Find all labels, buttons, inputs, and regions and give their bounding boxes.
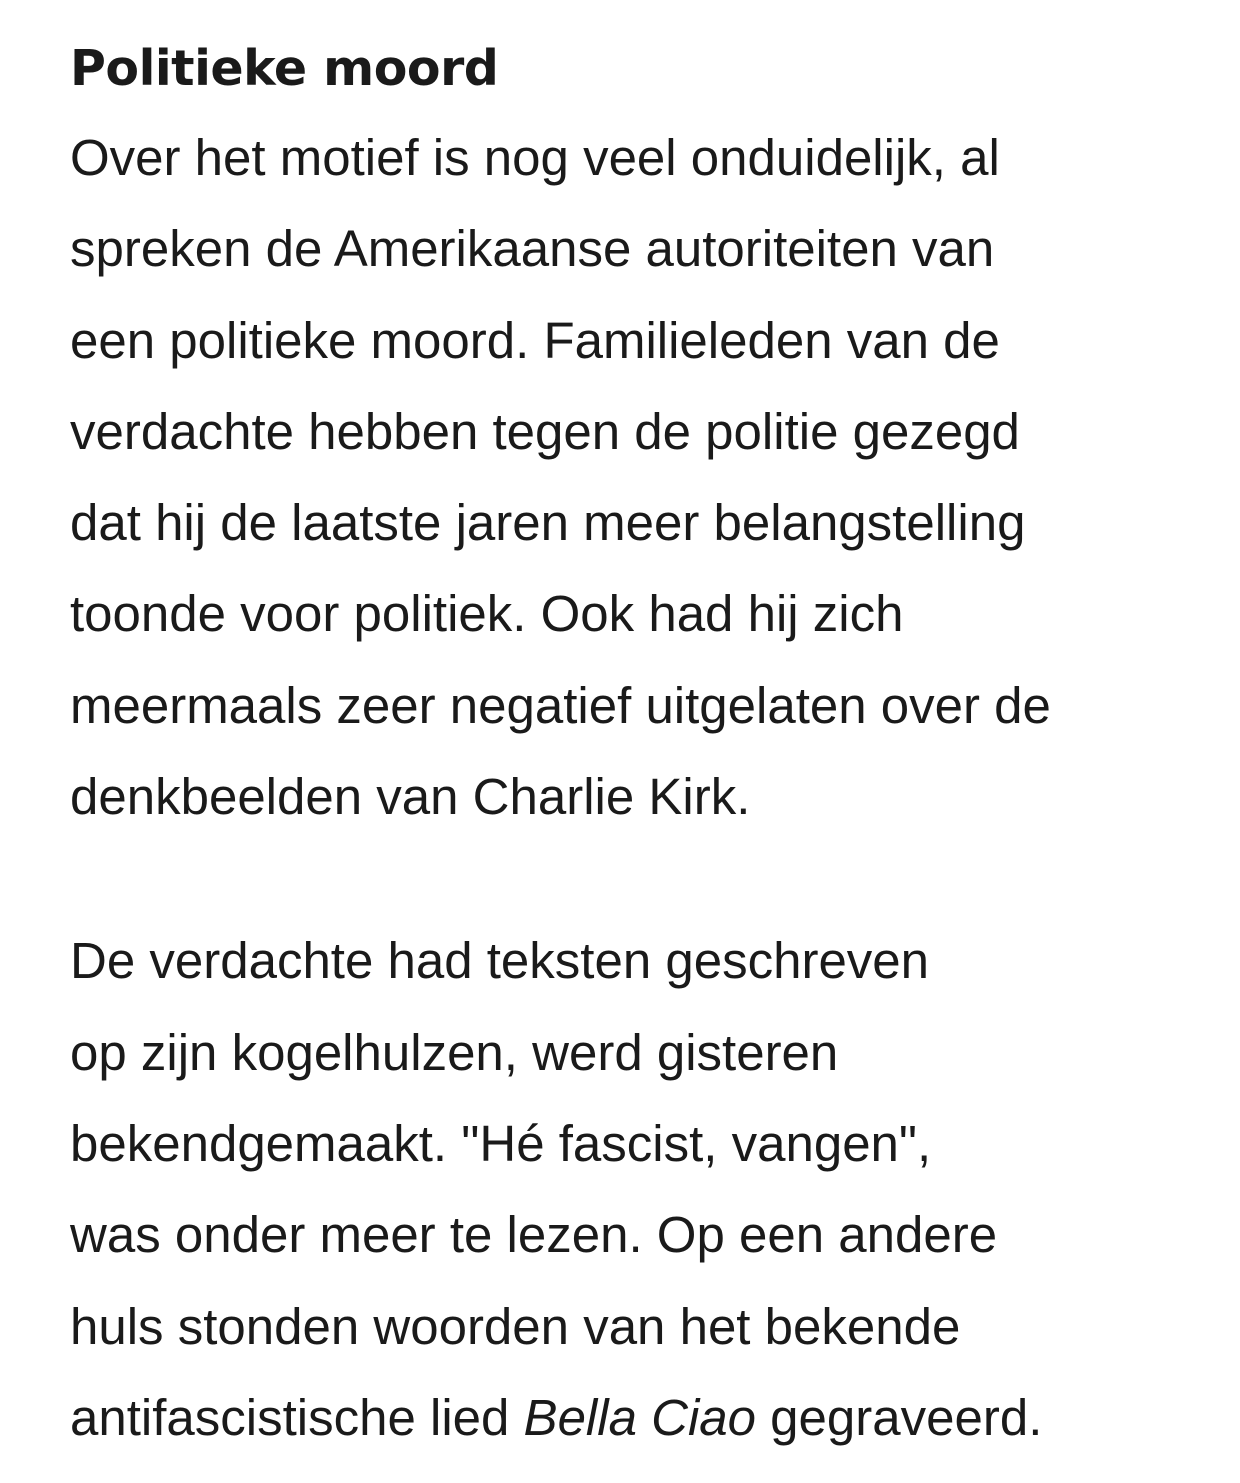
text-line: meermaals zeer negatief uitgelaten over de (70, 676, 1051, 734)
text-line: denkbeelden van Charlie Kirk. (70, 768, 751, 826)
text-run: gegraveerd. (756, 1388, 1043, 1446)
text-line: was onder meer te lezen. Op een andere (70, 1206, 998, 1264)
text-line: De verdachte had teksten geschreven (70, 932, 930, 990)
text-line: spreken de Amerikaanse autoriteiten van (70, 220, 995, 278)
text-line: toonde voor politiek. Ook had hij zich (70, 585, 904, 643)
paragraph (70, 915, 1180, 1463)
song-title: Bella Ciao (523, 1388, 757, 1446)
text-run: antifascistische lied (70, 1388, 524, 1446)
text-line: huls stonden woorden van het bekende (70, 1297, 961, 1355)
article-body (70, 34, 1180, 1463)
text-line: verdachte hebben tegen de politie gezegd (70, 402, 1020, 460)
text-line: een politieke moord. Familieleden van de (70, 311, 1000, 369)
text-line: dat hij de laatste jaren meer belangstelling (70, 494, 1026, 552)
text-line: op zijn kogelhulzen, werd gisteren (70, 1023, 839, 1081)
section-heading: Politieke moord (70, 40, 499, 97)
text-line: bekendgemaakt. "Hé fascist, vangen", (70, 1114, 932, 1172)
text-line (70, 1372, 1180, 1463)
text-line: Over het motief is nog veel onduidelijk, al (70, 129, 1000, 186)
paragraph (70, 112, 1180, 842)
